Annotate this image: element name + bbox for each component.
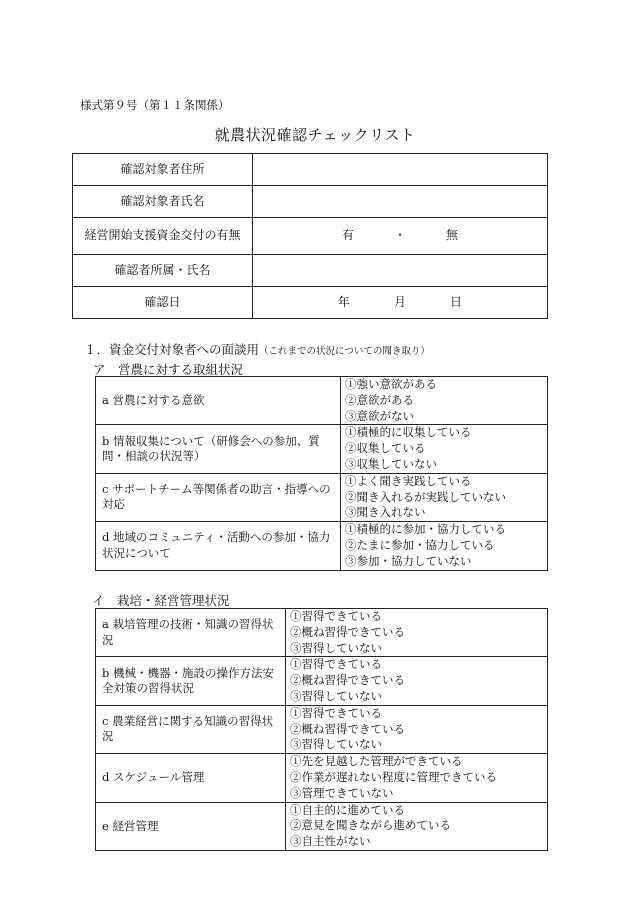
option-item[interactable]: ②作業が遅れない程度に管理できている <box>290 769 497 784</box>
options-cell <box>286 609 548 657</box>
option-item[interactable]: ③習得していない <box>290 737 382 752</box>
option-item[interactable]: ③習得していない <box>290 640 382 655</box>
subsidy-separator: ・ <box>393 228 406 243</box>
option-item[interactable]: ①自主的に進めている <box>290 802 405 817</box>
option-item[interactable]: ①先を見越した管理ができている <box>290 754 463 769</box>
option-item[interactable]: ②収集している <box>345 441 426 456</box>
section-i-title: イ 栽培・経営管理状況 <box>92 593 230 608</box>
option-item[interactable]: ③参加・協力していない <box>345 553 472 568</box>
section-a-table <box>95 376 548 571</box>
subsidy-yes[interactable]: 有 <box>341 228 354 243</box>
option-item[interactable]: ①よく聞き実践している <box>345 473 472 488</box>
options-cell <box>286 657 548 705</box>
question-cell: c サポートチーム等関係者の助言・指導への対応 <box>96 473 341 521</box>
option-item[interactable]: ③聞き入れない <box>345 505 426 520</box>
date-day: 日 <box>450 294 463 309</box>
option-item[interactable]: ①強い意欲がある <box>345 377 437 391</box>
subsidy-choice[interactable] <box>253 218 548 255</box>
options-cell <box>286 802 548 850</box>
option-item[interactable]: ①積極的に参加・協力している <box>345 522 506 537</box>
options-cell <box>286 705 548 753</box>
form-number: 様式第９号（第１１条関係） <box>80 98 230 112</box>
address-label: 確認対象者住所 <box>73 154 253 186</box>
question-cell: a 栽培管理の技術・知識の習得状況 <box>96 609 286 657</box>
date-label: 確認日 <box>73 287 253 319</box>
question-cell: e 経営管理 <box>96 802 286 850</box>
option-item[interactable]: ③収集していない <box>345 456 437 471</box>
option-item[interactable]: ①習得できている <box>290 657 382 672</box>
section-a-title: ア 営農に対する取組状況 <box>93 362 244 377</box>
table-row <box>96 425 548 473</box>
question-cell: b 機械・機器・施設の操作方法安全対策の習得状況 <box>96 657 286 705</box>
question-cell: d スケジュール管理 <box>96 754 286 802</box>
options-cell <box>286 754 548 802</box>
table-row <box>96 754 548 802</box>
option-item[interactable]: ②概ね習得できている <box>290 721 405 736</box>
section-1-heading <box>84 340 430 358</box>
table-row <box>96 657 548 705</box>
question-cell: c 農業経営に関する知識の習得状況 <box>96 705 286 753</box>
option-item[interactable]: ③習得していない <box>290 688 382 703</box>
option-item[interactable]: ①積極的に収集している <box>345 425 472 440</box>
confirmer-label: 確認者所属・氏名 <box>73 255 253 287</box>
address-value[interactable] <box>253 154 548 186</box>
question-cell: d 地域のコミュニティ・活動への参加・協力状況について <box>96 522 341 570</box>
name-value[interactable] <box>253 186 548 218</box>
option-item[interactable]: ③管理できていない <box>290 785 394 800</box>
section-i-table <box>95 608 548 851</box>
option-item[interactable]: ②聞き入れるが実践していない <box>345 489 506 504</box>
question-cell: b 情報収集について（研修会への参加、質問・相談の状況等） <box>96 425 341 473</box>
table-row <box>96 802 548 850</box>
options-cell <box>341 522 548 570</box>
option-item[interactable]: ②概ね習得できている <box>290 673 405 688</box>
name-label: 確認対象者氏名 <box>73 186 253 218</box>
question-cell: a 営農に対する意欲 <box>96 377 341 425</box>
subsidy-no[interactable]: 無 <box>446 228 459 243</box>
option-item[interactable]: ②概ね習得できている <box>290 624 405 639</box>
option-item[interactable]: ②意欲がある <box>345 392 414 407</box>
option-item[interactable]: ③自主性がない <box>290 834 371 849</box>
info-table <box>72 153 548 319</box>
table-row <box>96 522 548 570</box>
section-1-note: （これまでの状況についての聞き取り） <box>259 346 430 357</box>
table-row <box>96 473 548 521</box>
table-row <box>96 705 548 753</box>
options-cell <box>341 377 548 425</box>
subsidy-label: 経営開始支援資金交付の有無 <box>73 218 253 255</box>
option-item[interactable]: ①習得できている <box>290 705 382 720</box>
option-item[interactable]: ②意見を聞きながら進めている <box>290 818 451 833</box>
confirmer-value[interactable] <box>253 255 548 287</box>
options-cell <box>341 425 548 473</box>
option-item[interactable]: ③意欲がない <box>345 408 414 423</box>
page-title: 就農状況確認チェックリスト <box>214 126 416 144</box>
date-value[interactable] <box>253 287 548 319</box>
table-row <box>96 609 548 657</box>
section-1-title: １．資金交付対象者への面談用 <box>84 342 260 357</box>
date-year: 年 <box>337 294 350 309</box>
date-month: 月 <box>393 294 406 309</box>
table-row <box>96 377 548 425</box>
option-item[interactable]: ②たまに参加・協力している <box>345 537 495 552</box>
options-cell <box>341 473 548 521</box>
option-item[interactable]: ①習得できている <box>290 609 382 623</box>
